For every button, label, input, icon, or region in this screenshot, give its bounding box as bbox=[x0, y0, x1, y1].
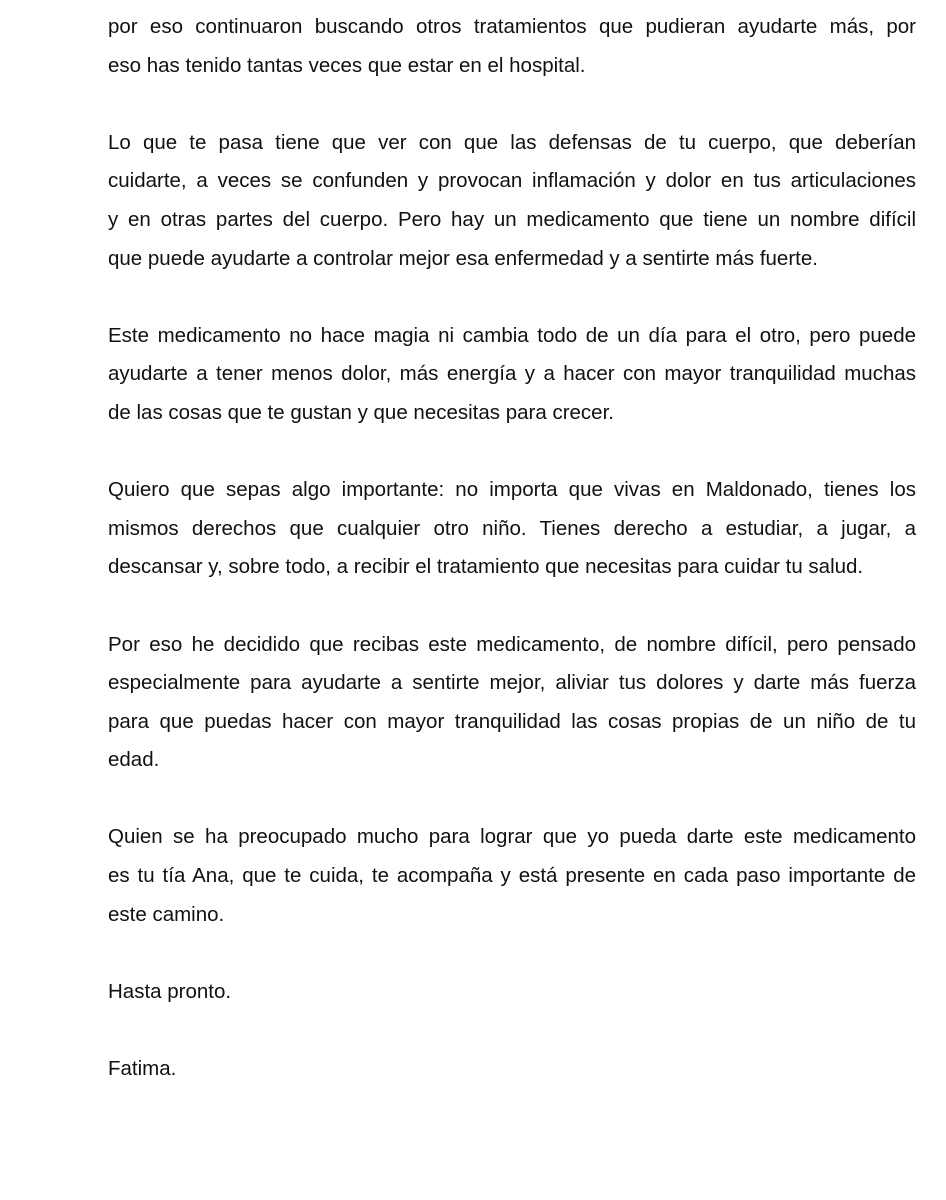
signature: Fatima. bbox=[108, 1057, 177, 1081]
paragraph-medication-effects bbox=[108, 317, 916, 433]
paragraph-aunt-ana bbox=[108, 818, 916, 934]
text-line: que puede ayudarte a controlar mejor esa enfermedad y a sentirte más fuerte. bbox=[108, 246, 818, 270]
paragraph-hospital bbox=[108, 8, 916, 85]
text-line: Quiero que sepas algo importante: no importa que vivas en Maldonado, tienes los bbox=[108, 478, 916, 502]
text-line: edad. bbox=[108, 748, 160, 772]
closing: Hasta pronto. bbox=[108, 979, 232, 1003]
paragraph-decision bbox=[108, 626, 916, 780]
text-line: ayudarte a tener menos dolor, más energía y a hacer con mayor tranquilidad muchas bbox=[108, 362, 916, 386]
text-line: descansar y, sobre todo, a recibir el tratamiento que necesitas para cuidar tu salud. bbox=[108, 555, 864, 579]
text-line: especialmente para ayudarte a sentirte mejor, aliviar tus dolores y darte más fuerza bbox=[108, 671, 916, 695]
text-line: Por eso he decidido que recibas este medicamento, de nombre difícil, pero pensado bbox=[108, 632, 916, 656]
text-line: Lo que te pasa tiene que ver con que las defensas de tu cuerpo, que deberían bbox=[108, 130, 916, 154]
text-line: y en otras partes del cuerpo. Pero hay un medicamento que tiene un nombre difícil bbox=[108, 207, 916, 231]
text-line: de las cosas que te gustan y que necesitas para crecer. bbox=[108, 400, 614, 424]
paragraph-rights bbox=[108, 471, 916, 587]
text-line: Quien se ha preocupado mucho para lograr que yo pueda darte este medicamento bbox=[108, 825, 916, 849]
paragraph-defenses bbox=[108, 124, 916, 278]
text-line: eso has tenido tantas veces que estar en el hospital. bbox=[108, 53, 586, 77]
text-line: cuidarte, a veces se confunden y provocan inflamación y dolor en tus articulaciones bbox=[108, 169, 916, 193]
text-line: para que puedas hacer con mayor tranquilidad las cosas propias de un niño de tu bbox=[108, 709, 916, 733]
text-line: Este medicamento no hace magia ni cambia todo de un día para el otro, pero puede bbox=[108, 323, 916, 347]
text-line: mismos derechos que cualquier otro niño. Tienes derecho a estudiar, a jugar, a bbox=[108, 516, 916, 540]
text-line: es tu tía Ana, que te cuida, te acompaña y está presente en cada paso importante de bbox=[108, 864, 916, 888]
text-line: por eso continuaron buscando otros tratamientos que pudieran ayudarte más, por bbox=[108, 15, 916, 38]
letter-body bbox=[108, 8, 916, 1127]
text-line: este camino. bbox=[108, 902, 225, 926]
